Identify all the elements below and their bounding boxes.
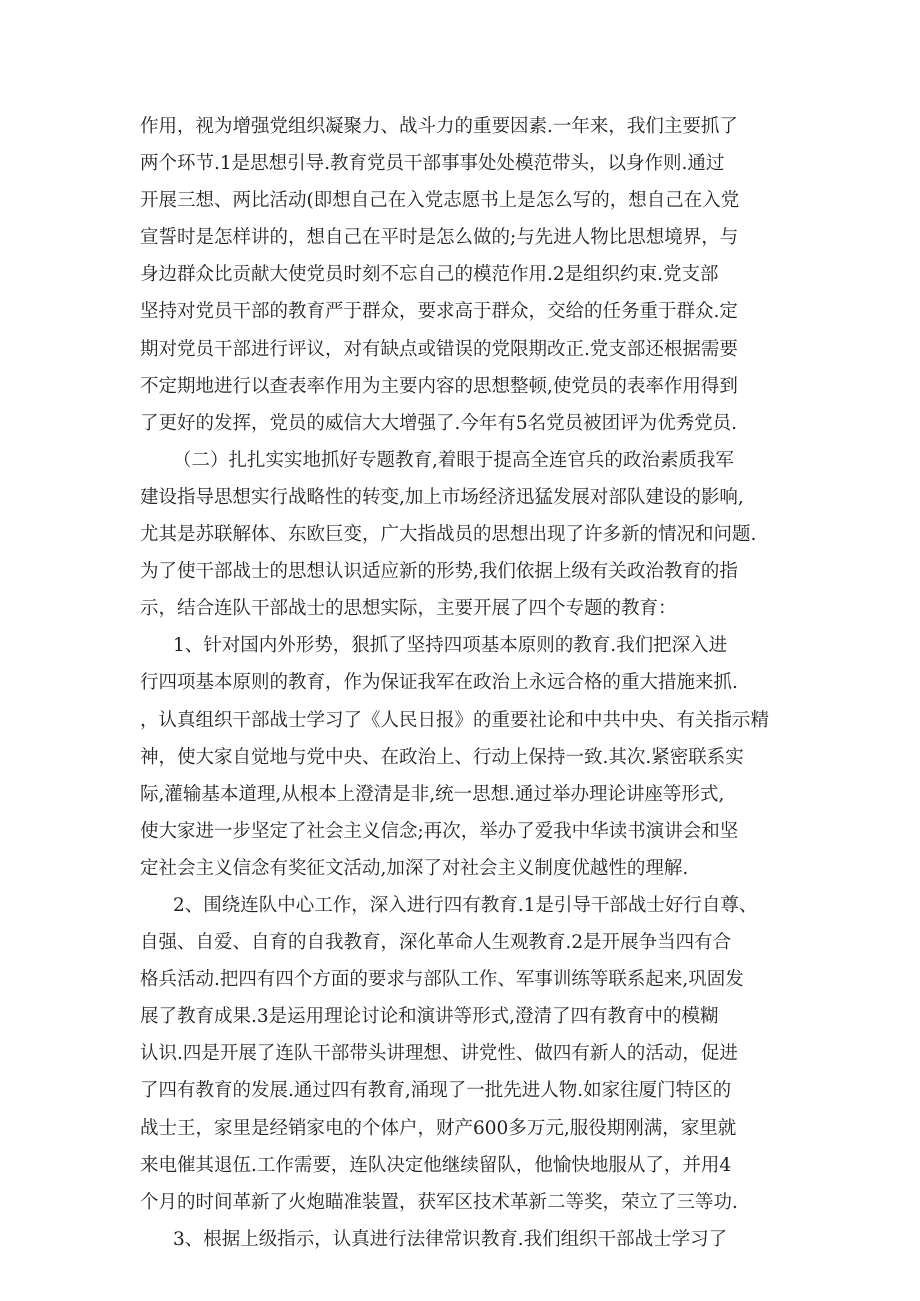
text-line: 行四项基本原则的教育，作为保证我军在政治上永远合格的重大措施来抓. [140, 672, 738, 694]
text-line: 尤其是苏联解体、东欧巨变，广大指战员的思想出现了许多新的情况和问题. [140, 524, 757, 546]
text-line: 自强、自爱、自育的自我教育，深化革命人生观教育.2是开展争当四有合 [140, 932, 732, 954]
text-line: 宣誓时是怎样讲的，想自己在平时是怎么做的;与先进人物比思想境界，与 [140, 227, 739, 249]
text-line: 两个环节.1是思想引导.教育党员干部事事处处模范带头，以身作则.通过 [140, 153, 725, 175]
text-line: 格兵活动.把四有四个方面的要求与部队工作、军事训练等联系起来,巩固发 [140, 969, 744, 991]
paragraph-start-line: 1、针对国内外形势，狠抓了坚持四项基本原则的教育.我们把深入进 [173, 635, 728, 657]
text-line: 示，结合连队干部战士的思想实际，主要开展了四个专题的教育： [140, 598, 677, 620]
document-body [140, 108, 800, 1258]
text-line: 开展三想、两比活动(即想自己在入党志愿书上是怎么写的，想自己在入党 [140, 190, 740, 212]
text-line: 际,灌输基本道理,从根本上澄清是非,统一思想.通过举办理论讲座等形式, [140, 783, 725, 805]
text-line: 使大家进一步坚定了社会主义信念;再次，举办了爱我中华读书演讲会和坚 [140, 820, 739, 842]
paragraph-start-line: 2、围绕连队中心工作，深入进行四有教育.1是引导干部战士好行自尊、 [173, 894, 758, 916]
text-line: 坚持对党员干部的教育严于群众，要求高于群众，交给的任务重于群众.定 [140, 301, 738, 323]
text-line: 了更好的发挥，党员的威信大大增强了.今年有5名党员被团评为优秀党员. [140, 412, 738, 434]
text-line: 作用，视为增强党组织凝聚力、战斗力的重要因素.一年来，我们主要抓了 [140, 116, 738, 137]
text-line: 了四有教育的发展.通过四有教育,涌现了一批先进人物.如家往厦门特区的 [140, 1080, 732, 1102]
text-line: 为了使干部战士的思想认识适应新的形势,我们依据上级有关政治教育的指 [140, 561, 738, 583]
text-line: 定社会主义信念有奖征文活动,加深了对社会主义制度优越性的理解. [140, 857, 689, 879]
text-line: 神，使大家自觉地与党中央、在政治上、行动上保持一致.其次.紧密联系实 [140, 746, 744, 768]
text-line: 建设指导思想实行战略性的转变,加上市场经济迅猛发展对部队建设的影响, [140, 486, 744, 508]
text-line: 展了教育成果.3是运用理论讨论和演讲等形式,澄清了四有教育中的模糊 [140, 1006, 719, 1028]
text-line: ，认真组织干部战士学习了《人民日报》的重要社论和中共中央、有关指示精 [140, 709, 770, 731]
text-line: 个月的时间革新了火炮瞄准装置，获军区技术革新二等奖，荣立了三等功. [140, 1191, 738, 1213]
text-line: 不定期地进行以查表率作用为主要内容的思想整顿,使党员的表率作用得到 [140, 375, 738, 397]
text-line: 战士王，家里是经销家电的个体户，财产600多万元,服役期刚满，家里就 [140, 1117, 737, 1139]
text-line: 认识.四是开展了连队干部带头讲理想、讲党性、做四有新人的活动，促进 [140, 1043, 738, 1065]
text-line: 期对党员干部进行评议，对有缺点或错误的党限期改正.党支部还根据需要 [140, 338, 738, 360]
paragraph-start-line: （二）扎扎实实地抓好专题教育,着眼于提高全连官兵的政治素质我军 [173, 449, 734, 471]
text-line: 来电催其退伍.工作需要，连队决定他继续留队，他愉快地服从了，并用4 [140, 1154, 732, 1176]
text-line: 身边群众比贡献大使党员时刻不忘自己的模范作用.2是组织约束.党支部 [140, 264, 719, 286]
paragraph-start-line: 3、根据上级指示，认真进行法律常识教育.我们组织干部战士学习了 [173, 1228, 728, 1250]
